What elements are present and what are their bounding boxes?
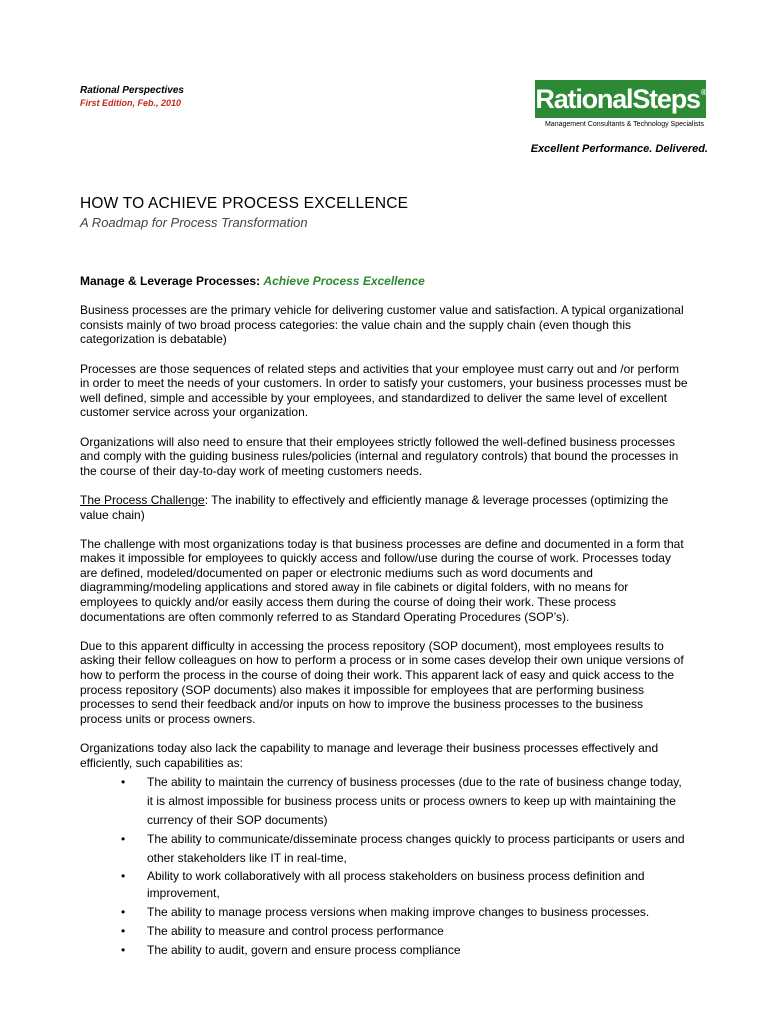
list-item: • The ability to audit, govern and ensure process compliance (147, 941, 688, 960)
logo-text: RationalSteps (535, 84, 700, 114)
section-heading-emphasis: Achieve Process Excellence (263, 274, 425, 288)
list-item: • The ability to manage process versions when making improve changes to business processes. (147, 903, 688, 922)
publication-info (80, 85, 184, 109)
paragraph: Business processes are the primary vehicle for delivering customer value and satisfaction. A typical organizational consists mainly of two broad process categories: the value chain and the supply chain (even though this categorization is debatable) (80, 303, 684, 347)
list-item: • The ability to communicate/disseminate process changes quickly to process participants or users and other stakeholders like IT in real-time, (147, 830, 688, 868)
process-challenge-label: The Process Challenge (80, 492, 205, 507)
list-item: • Ability to work collaboratively with all process stakeholders on business process definition and improvement, (147, 868, 688, 903)
paragraph: The challenge with most organizations today is that business processes are define and documented in a form that makes it impossible for employees to quickly access and follow/use during the course of work. Processes today are defined, modeled/documented on paper or electronic mediums such as word documents and diagramming/modeling applications and stored away in file cabinets or digital folders, with no means for employees to quickly and/or easily access them during the course of doing their work. These process documentations are often commonly referred to as Standard Operating Procedures (SOP’s). (80, 536, 684, 624)
paragraph: Due to this apparent difficulty in accessing the process repository (SOP document), most employees results to asking their fellow colleagues on how to perform a process or in some cases develop their own unique versions of how to perform the process in the course of doing their work. This apparent lack of easy and quick access to the process repository (SOP documents) also makes it impossible for employees that are performing business processes to send their feedback and/or inputs on how to improve the business processes to the business process units or process owners. (80, 638, 684, 726)
paragraph: Processes are those sequences of related steps and activities that your employee must carry out and /or perform in order to meet the needs of your customers. In order to satisfy your customers, your business processes must be well defined, simple and accessible by your employees, and standardized to deliver the same level of excellent customer service across your organization. (80, 361, 688, 420)
process-challenge-paragraph (80, 493, 688, 522)
logo-tagline: Management Consultants & Technology Specialists (544, 121, 704, 128)
slogan: Excellent Performance. Delivered. (530, 143, 708, 155)
paragraph: Organizations today also lack the capability to manage and leverage their business processes effectively and efficiently, such capabilities as: (80, 741, 659, 770)
logo-box (535, 80, 706, 118)
paragraph: Organizations will also need to ensure that their employees strictly followed the well-defined business processes and comply with the guiding business rules/policies (internal and regulatory controls) that bound the processes in the course of their day-to-day work of meeting customers needs. (80, 434, 679, 478)
document-body (80, 274, 688, 960)
capabilities-list (80, 773, 688, 960)
page-title: HOW TO ACHIEVE PROCESS EXCELLENCE (80, 195, 409, 212)
edition-label: First Edition, Feb., 2010 (80, 98, 182, 108)
rationalsteps-logo (535, 80, 706, 128)
list-item: • The ability to maintain the currency of business processes (due to the rate of business change today, it is almost impossible for business process units or process owners to keep up with maintaining the currency of their SOP documents) (147, 773, 688, 830)
process-challenge-text: : The inability to effectively and efficiently manage & leverage processes (optimizing the value chain) (80, 492, 669, 522)
list-item: • The ability to measure and control process performance (147, 922, 688, 941)
logo-registered-mark: ® (700, 88, 706, 97)
page-subtitle: A Roadmap for Process Transformation (80, 215, 308, 230)
section-heading-prefix: Manage & Leverage Processes: (80, 274, 264, 288)
section-heading (80, 274, 688, 289)
publication-name: Rational Perspectives (80, 85, 184, 96)
